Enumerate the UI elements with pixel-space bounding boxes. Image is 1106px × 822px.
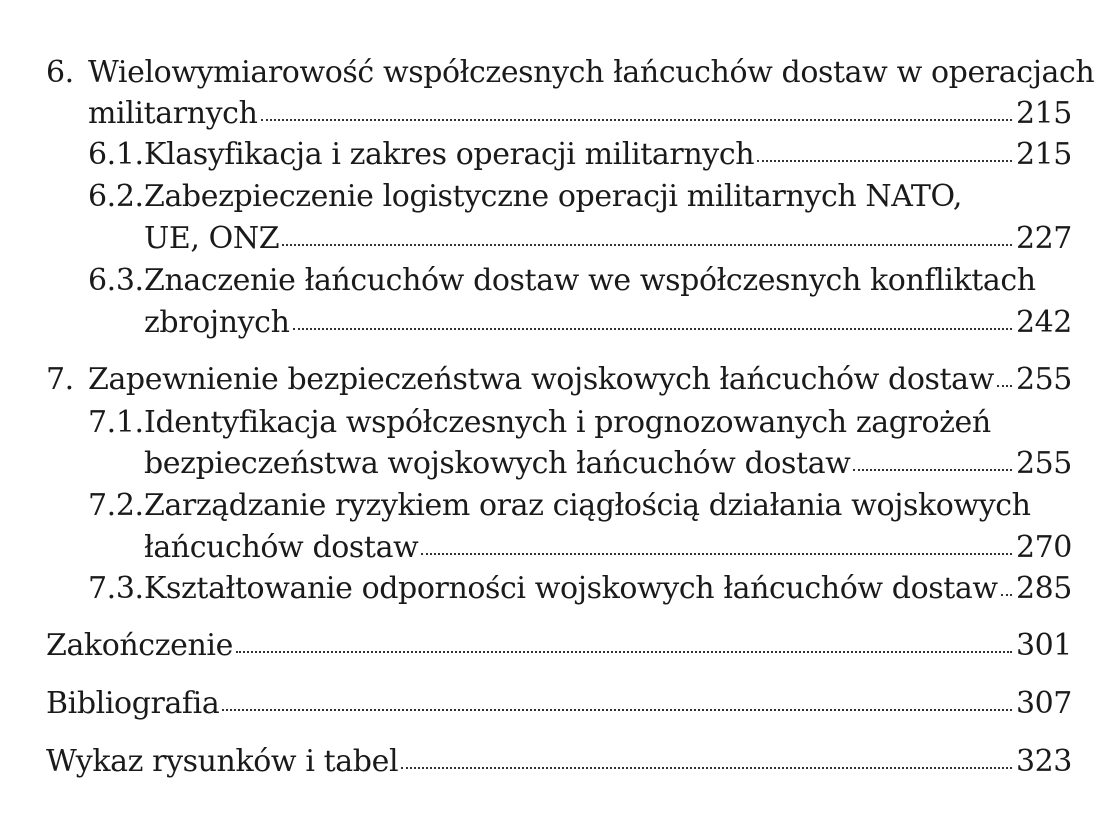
toc-entry-number: 6.2. (88, 179, 144, 214)
toc-entry-title: Bibliografia (46, 686, 220, 721)
toc-entry-bibliografia (46, 684, 1072, 724)
dot-leader (261, 119, 1012, 121)
toc-page-number: 227 (1015, 221, 1072, 256)
toc-entry-number: 6.3. (88, 263, 144, 298)
toc-page-number: 301 (1015, 628, 1072, 663)
toc-entry-title: Wielowymiarowość współczesnych łańcuchów dostaw w operacjach (88, 55, 1095, 90)
dot-leader (997, 385, 1012, 387)
dot-leader (282, 244, 1012, 246)
toc-entry-number: 7.3. (88, 571, 144, 606)
toc-page-number: 215 (1015, 137, 1072, 172)
toc-entry-number: 6.1. (88, 137, 144, 172)
dot-leader (757, 160, 1012, 162)
toc-entry-title-continued: bezpieczeństwa wojskowych łańcuchów dostaw (144, 446, 851, 481)
toc-entry-7 (46, 360, 1072, 400)
toc-entry-title: Znaczenie łańcuchów dostaw we współczesnych konfliktach (144, 263, 1036, 298)
toc-entry-title-continued: łańcuchów dostaw (144, 530, 419, 565)
toc-page-number: 270 (1015, 530, 1072, 565)
toc-entry-title: Zapewnienie bezpieczeństwa wojskowych łańcuchów dostaw (88, 362, 994, 397)
dot-leader (236, 651, 1012, 653)
toc-entry-title-continued: militarnych (88, 96, 258, 131)
toc-entry-7-1-line1 (88, 403, 991, 443)
dot-leader (401, 767, 1012, 769)
dot-leader (421, 553, 1012, 555)
toc-page-number: 307 (1015, 686, 1072, 721)
toc-entry-7-3 (88, 569, 1072, 609)
toc-entry-title: Zabezpieczenie logistyczne operacji militarnych NATO, (144, 179, 963, 214)
toc-entry-wykaz (46, 742, 1072, 782)
toc-entry-6-2-line1 (88, 177, 988, 217)
toc-page-number: 242 (1015, 305, 1072, 340)
toc-page-number: 215 (1015, 96, 1072, 131)
toc-page-number: 255 (1015, 362, 1072, 397)
toc-entry-title: Identyfikacja współczesnych i prognozowanych zagrożeń (144, 405, 991, 440)
toc-entry-title: Klasyfikacja i zakres operacji militarnych (144, 137, 755, 172)
toc-entry-number: 7.1. (88, 405, 144, 440)
toc-page-number: 255 (1015, 446, 1072, 481)
toc-entry-number: 6. (46, 55, 74, 90)
toc-entry-number: 7. (46, 362, 74, 397)
toc-entry-6-1 (88, 135, 1072, 175)
toc-entry-number: 7.2. (88, 488, 144, 523)
toc-page-number: 285 (1015, 571, 1072, 606)
dot-leader (1001, 594, 1012, 596)
toc-entry-6-line2 (88, 94, 1072, 134)
toc-entry-title: Zarządzanie ryzykiem oraz ciągłością działania wojskowych (144, 488, 1031, 523)
toc-entry-7-2-line1 (88, 486, 1031, 526)
toc-entry-6-3-line2 (144, 303, 1072, 343)
toc-entry-title: Zakończenie (46, 628, 233, 663)
toc-entry-title-continued: UE, ONZ (144, 221, 280, 256)
toc-entry-7-2-line2 (144, 528, 1072, 568)
dot-leader (222, 709, 1012, 711)
toc-entry-title-continued: zbrojnych (144, 305, 290, 340)
toc-entry-6-3-line1 (88, 261, 1036, 301)
dot-leader (293, 328, 1012, 330)
toc-entry-title: Kształtowanie odporności wojskowych łańcuchów dostaw (144, 571, 998, 606)
toc-page-number: 323 (1015, 744, 1072, 779)
toc-entry-title: Wykaz rysunków i tabel (46, 744, 399, 779)
dot-leader (853, 469, 1011, 471)
toc-entry-6-2-line2 (144, 219, 1072, 259)
toc-entry-6-line1 (46, 53, 1095, 93)
toc-entry-zakonczenie (46, 626, 1072, 666)
toc-entry-7-1-line2 (144, 444, 1072, 484)
